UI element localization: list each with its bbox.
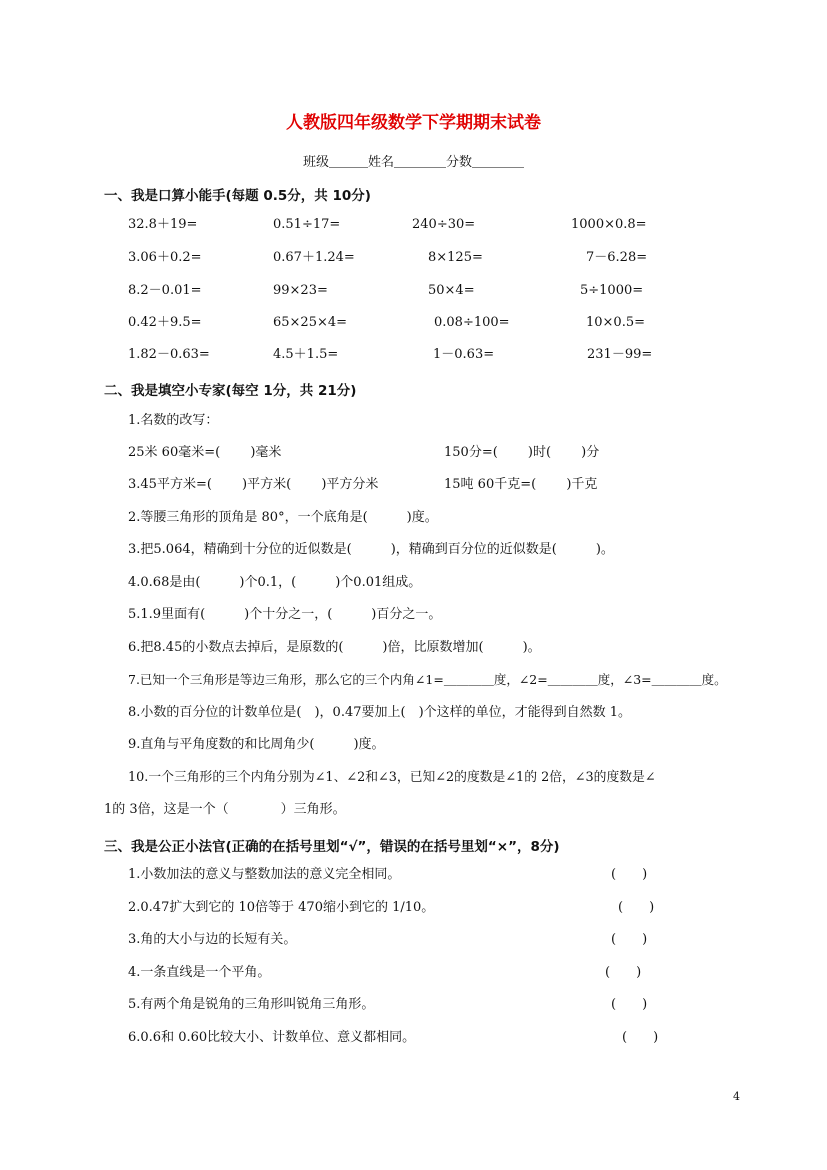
calc-item: 65×25×4= xyxy=(273,315,348,330)
question-3: 3.把5.064，精确到十分位的近似数是( )，精确到百分位的近似数是( )。 xyxy=(128,542,614,557)
question-1b: 150分=( )时( )分 xyxy=(444,445,600,460)
student-info-line: 班级＿＿＿姓名＿＿＿＿分数＿＿＿＿ xyxy=(302,155,524,170)
question-10-line2: 1的 3倍，这是一个（ ）三角形。 xyxy=(104,802,346,817)
calc-item: 8.2－0.01= xyxy=(128,283,202,298)
section3-heading: 三、我是公正小法官(正确的在括号里划“√”，错误的在括号里划“×”，8分) xyxy=(104,839,560,855)
question-1d: 15吨 60千克=( )千克 xyxy=(444,477,598,492)
judge-item: 6.0.6和 0.60比较大小、计数单位、意义都相同。 xyxy=(128,1030,416,1045)
judge-item: 5.有两个角是锐角的三角形叫锐角三角形。 xyxy=(128,997,375,1012)
page-title: 人教版四年级数学下学期期末试卷 xyxy=(286,113,541,133)
calc-item: 0.67＋1.24= xyxy=(273,250,355,265)
section2-heading: 二、我是填空小专家(每空 1分，共 21分) xyxy=(104,383,357,399)
question-7: 7.已知一个三角形是等边三角形，那么它的三个内角∠1=＿＿＿＿度，∠2=＿＿＿＿度，∠3=＿＿＿＿度。 xyxy=(128,672,727,687)
calc-item: 0.08÷100= xyxy=(434,315,510,330)
calc-item: 99×23= xyxy=(273,283,328,298)
question-1c: 3.45平方米=( )平方米( )平方分米 xyxy=(128,477,379,492)
page-number: 4 xyxy=(733,1090,740,1103)
calc-item: 8×125= xyxy=(428,250,483,265)
judge-answer-bracket: ( ) xyxy=(618,900,655,915)
calc-item: 5÷1000= xyxy=(580,283,644,298)
judge-item: 3.角的大小与边的长短有关。 xyxy=(128,932,297,947)
question-5: 5.1.9里面有( )个十分之一，( )百分之一。 xyxy=(128,607,442,622)
judge-answer-bracket: ( ) xyxy=(605,965,642,980)
calc-item: 10×0.5= xyxy=(586,315,646,330)
question-2: 2.等腰三角形的顶角是 80°，一个底角是( )度。 xyxy=(128,510,438,525)
calc-item: 231－99= xyxy=(587,347,653,362)
calc-item: 0.42＋9.5= xyxy=(128,315,202,330)
calc-item: 1－0.63= xyxy=(433,347,495,362)
calc-item: 7－6.28= xyxy=(586,250,648,265)
judge-item: 1.小数加法的意义与整数加法的意义完全相同。 xyxy=(128,867,401,882)
question-6: 6.把8.45的小数点去掉后，是原数的( )倍，比原数增加( )。 xyxy=(128,640,541,655)
calc-item: 0.51÷17= xyxy=(273,217,341,232)
calc-item: 50×4= xyxy=(428,283,475,298)
question-9: 9.直角与平角度数的和比周角少( )度。 xyxy=(128,737,385,752)
judge-item: 4.一条直线是一个平角。 xyxy=(128,965,271,980)
calc-item: 240÷30= xyxy=(412,217,476,232)
judge-answer-bracket: ( ) xyxy=(622,1030,659,1045)
section1-heading: 一、我是口算小能手(每题 0.5分，共 10分) xyxy=(104,188,371,204)
calc-item: 1.82－0.63= xyxy=(128,347,210,362)
question-4: 4.0.68是由( )个0.1，( )个0.01组成。 xyxy=(128,575,422,590)
calc-item: 4.5＋1.5= xyxy=(273,347,339,362)
question-1a: 25米 60毫米=( )毫米 xyxy=(128,445,282,460)
question-1-label: 1.名数的改写： xyxy=(128,413,219,428)
question-8: 8.小数的百分位的计数单位是( )，0.47要加上( )个这样的单位，才能得到自然数 1。 xyxy=(128,705,632,720)
question-10-line1: 10.一个三角形的三个内角分别为∠1、∠2和∠3，已知∠2的度数是∠1的 2倍，∠3的度数是∠ xyxy=(128,770,656,785)
calc-item: 3.06＋0.2= xyxy=(128,250,202,265)
calc-item: 1000×0.8= xyxy=(571,217,647,232)
judge-answer-bracket: ( ) xyxy=(611,932,648,947)
judge-item: 2.0.47扩大到它的 10倍等于 470缩小到它的 1/10。 xyxy=(128,900,435,915)
calc-item: 32.8＋19= xyxy=(128,217,198,232)
judge-answer-bracket: ( ) xyxy=(611,867,648,882)
judge-answer-bracket: ( ) xyxy=(611,997,648,1012)
